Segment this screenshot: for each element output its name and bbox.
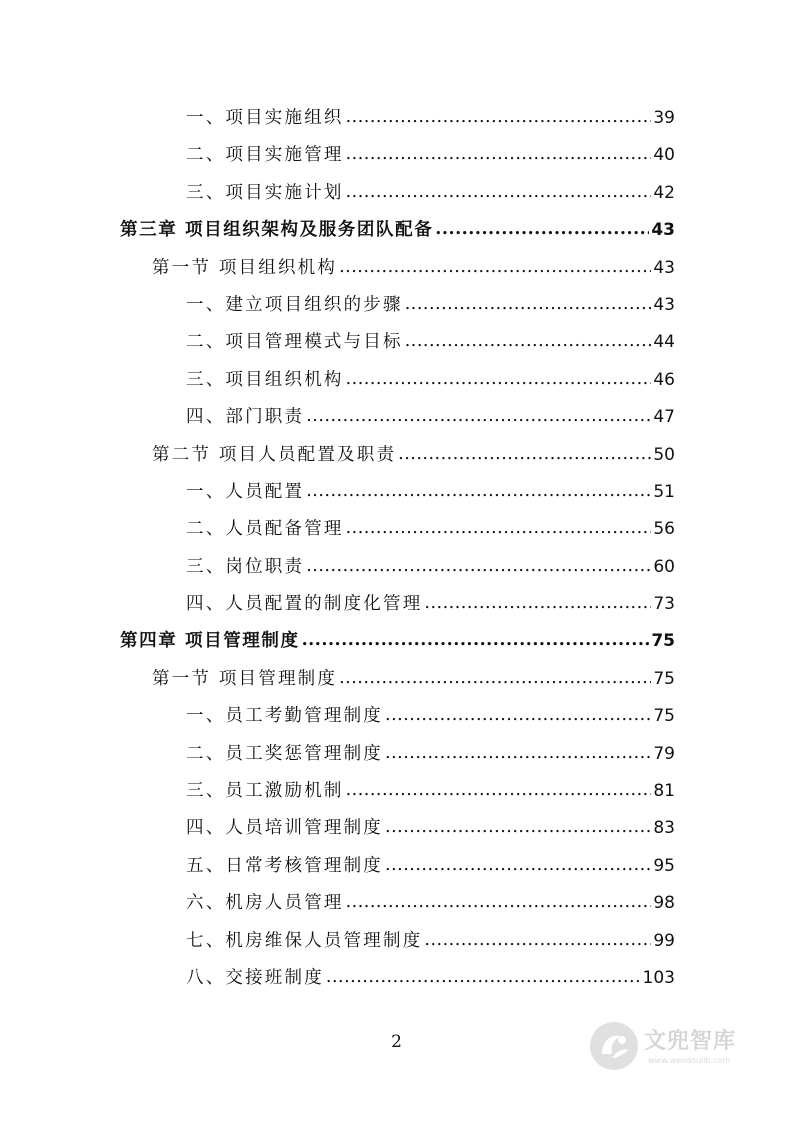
toc-entry-page: 46 [653, 369, 675, 390]
toc-entry[interactable] [0, 362, 675, 399]
toc-entry-label: 第三章 项目组织架构及服务团队配备 [120, 220, 434, 241]
toc-entry-label: 三、岗位职责 [186, 556, 305, 577]
toc-entry-page: 79 [653, 743, 675, 764]
toc-entry[interactable] [0, 100, 675, 137]
toc-dot-leader [424, 922, 651, 959]
toc-entry-label: 六、机房人员管理 [186, 893, 344, 914]
toc-dot-leader [346, 884, 652, 921]
toc-section-entry[interactable] [0, 661, 675, 698]
toc-dot-leader [306, 473, 651, 510]
toc-entry[interactable] [0, 549, 675, 586]
toc-dot-leader [385, 697, 651, 734]
toc-entry-label: 二、项目管理模式与目标 [186, 332, 403, 353]
toc-entry-page: 75 [653, 668, 675, 689]
toc-entry[interactable] [0, 736, 675, 773]
toc-section-entry[interactable] [0, 250, 675, 287]
toc-entry-label: 第一节 项目管理制度 [152, 668, 338, 689]
toc-entry-page: 42 [653, 182, 675, 203]
toc-dot-leader [398, 436, 651, 473]
toc-entry[interactable] [0, 698, 675, 735]
toc-entry[interactable] [0, 586, 675, 623]
toc-entry-label: 五、日常考核管理制度 [186, 855, 383, 876]
toc-entry[interactable] [0, 810, 675, 847]
toc-entry-page: 43 [653, 257, 675, 278]
toc-entry-page: 75 [651, 631, 675, 652]
toc-entry-label: 第四章 项目管理制度 [120, 631, 300, 652]
toc-entry-page: 75 [653, 706, 675, 727]
toc-entry-page: 44 [653, 332, 675, 353]
toc-entry-label: 四、人员配置的制度化管理 [186, 594, 423, 615]
toc-entry-label: 七、机房维保人员管理制度 [186, 930, 423, 951]
toc-dot-leader [385, 809, 651, 846]
toc-dot-leader [385, 735, 651, 772]
watermark [588, 1016, 758, 1076]
toc-entry-page: 56 [653, 519, 675, 540]
toc-dot-leader [346, 510, 652, 547]
toc-entry-page: 103 [642, 967, 675, 988]
toc-entry-page: 40 [653, 145, 675, 166]
toc-entry[interactable] [0, 474, 675, 511]
toc-entry-label: 二、人员配备管理 [186, 519, 344, 540]
toc-entry-label: 三、项目组织机构 [186, 369, 344, 390]
toc-dot-leader [346, 361, 652, 398]
toc-dot-leader [339, 660, 651, 697]
toc-dot-leader [302, 622, 650, 659]
toc-entry-page: 81 [653, 781, 675, 802]
toc-entry-label: 第一节 项目组织机构 [152, 257, 338, 278]
toc-entry-page: 43 [651, 220, 675, 241]
toc-entry-label: 三、员工激励机制 [186, 781, 344, 802]
toc-entry[interactable] [0, 960, 675, 997]
watermark-name: 文兜智库 [644, 1029, 737, 1054]
toc-entry[interactable] [0, 848, 675, 885]
toc-entry-page: 47 [653, 407, 675, 428]
toc-entry-label: 第二节 项目人员配置及职责 [152, 444, 397, 465]
toc-dot-leader [346, 772, 652, 809]
toc-dot-leader [326, 959, 641, 996]
toc-entry-label: 三、项目实施计划 [186, 182, 344, 203]
toc-entry-page: 50 [653, 444, 675, 465]
toc-entry-page: 99 [653, 930, 675, 951]
toc-entry-page: 95 [653, 855, 675, 876]
toc-entry-page: 83 [653, 818, 675, 839]
toc-entry-label: 一、人员配置 [186, 481, 305, 502]
toc-entry[interactable] [0, 399, 675, 436]
page-number: 2 [391, 1032, 402, 1052]
toc-entry-label: 一、项目实施组织 [186, 108, 344, 128]
toc-entry-label: 一、员工考勤管理制度 [186, 706, 383, 727]
toc-dot-leader [405, 286, 652, 323]
toc-entry[interactable] [0, 773, 675, 810]
table-of-contents [0, 100, 793, 997]
toc-entry[interactable] [0, 511, 675, 548]
toc-entry-page: 39 [653, 108, 675, 128]
toc-entry-page: 60 [653, 556, 675, 577]
toc-entry-label: 二、员工奖惩管理制度 [186, 743, 383, 764]
toc-entry-label: 四、部门职责 [186, 407, 305, 428]
toc-section-entry[interactable] [0, 437, 675, 474]
toc-entry[interactable] [0, 175, 675, 212]
toc-entry-page: 73 [653, 594, 675, 615]
toc-dot-leader [346, 136, 652, 173]
toc-entry-page: 98 [653, 893, 675, 914]
toc-chapter-entry[interactable] [0, 623, 675, 660]
toc-dot-leader [435, 211, 649, 248]
toc-dot-leader [346, 174, 652, 211]
toc-entry-label: 一、建立项目组织的步骤 [186, 294, 403, 315]
toc-entry[interactable] [0, 137, 675, 174]
toc-dot-leader [424, 585, 651, 622]
toc-dot-leader [339, 249, 651, 286]
watermark-logo-icon [588, 1020, 640, 1072]
toc-dot-leader [405, 323, 652, 360]
toc-entry-page: 43 [653, 294, 675, 315]
toc-dot-leader [306, 548, 651, 585]
toc-entry[interactable] [0, 885, 675, 922]
toc-chapter-entry[interactable] [0, 212, 675, 249]
toc-entry[interactable] [0, 287, 675, 324]
toc-entry-label: 八、交接班制度 [186, 967, 324, 988]
toc-dot-leader [385, 847, 651, 884]
toc-dot-leader [306, 398, 651, 435]
watermark-url: www.wendoulib.com [648, 1056, 731, 1065]
toc-entry[interactable] [0, 324, 675, 361]
toc-entry-label: 四、人员培训管理制度 [186, 818, 383, 839]
toc-entry-label: 二、项目实施管理 [186, 145, 344, 166]
toc-entry[interactable] [0, 923, 675, 960]
toc-entry-page: 51 [653, 481, 675, 502]
toc-dot-leader [346, 99, 652, 136]
